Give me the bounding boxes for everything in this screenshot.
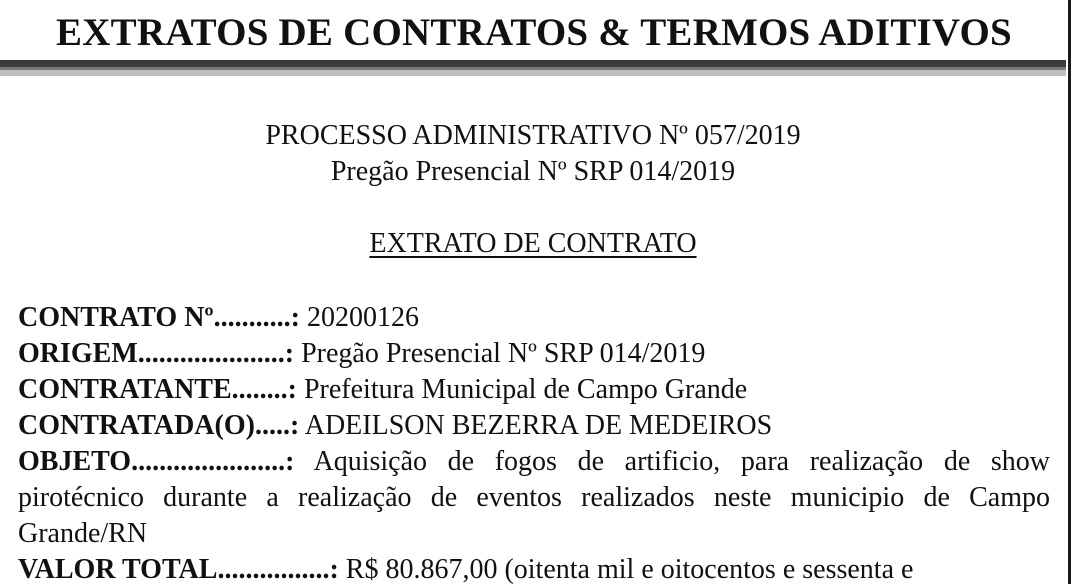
field-valor-total [18, 552, 1050, 588]
field-value: Pregão Presencial Nº SRP 014/2019 [294, 338, 706, 369]
field-contrato [18, 300, 1050, 336]
field-value: ADEILSON BEZERRA DE MEDEIROS [299, 410, 773, 441]
contract-fields [18, 300, 1050, 588]
field-objeto [18, 444, 1050, 552]
field-origem [18, 336, 1050, 372]
field-value: Aquisição de fogos de artificio, para realização de show pirotécnico durante a realização de eventos realizados neste municipio de Campo Grande/RN [18, 446, 1050, 549]
field-value: Prefeitura Municipal de Campo Grande [296, 374, 748, 405]
section-title-text: EXTRATO DE CONTRATO [369, 228, 697, 259]
page-right-border [1068, 0, 1071, 584]
section-title [0, 228, 1066, 260]
header-divider [0, 60, 1066, 76]
field-value: R$ 80.867,00 (oitenta mil e oitocentos e sessenta e [338, 554, 914, 585]
field-contratada [18, 408, 1050, 444]
field-label: CONTRATADA(O).....: [18, 410, 300, 441]
process-number: PROCESSO ADMINISTRATIVO Nº 057/2019 [265, 120, 801, 151]
field-label: VALOR TOTAL................: [18, 554, 339, 585]
field-label: CONTRATO Nº...........: [18, 302, 300, 333]
field-label: CONTRATANTE........: [18, 374, 297, 405]
bidding-reference: Pregão Presencial Nº SRP 014/2019 [330, 156, 736, 187]
field-label: OBJETO......................: [18, 446, 295, 477]
field-contratante [18, 372, 1050, 408]
field-value: 20200126 [300, 302, 419, 333]
page-title: EXTRATOS DE CONTRATOS & TERMOS ADITIVOS [56, 11, 1012, 54]
field-label: ORIGEM.....................: [18, 338, 295, 369]
